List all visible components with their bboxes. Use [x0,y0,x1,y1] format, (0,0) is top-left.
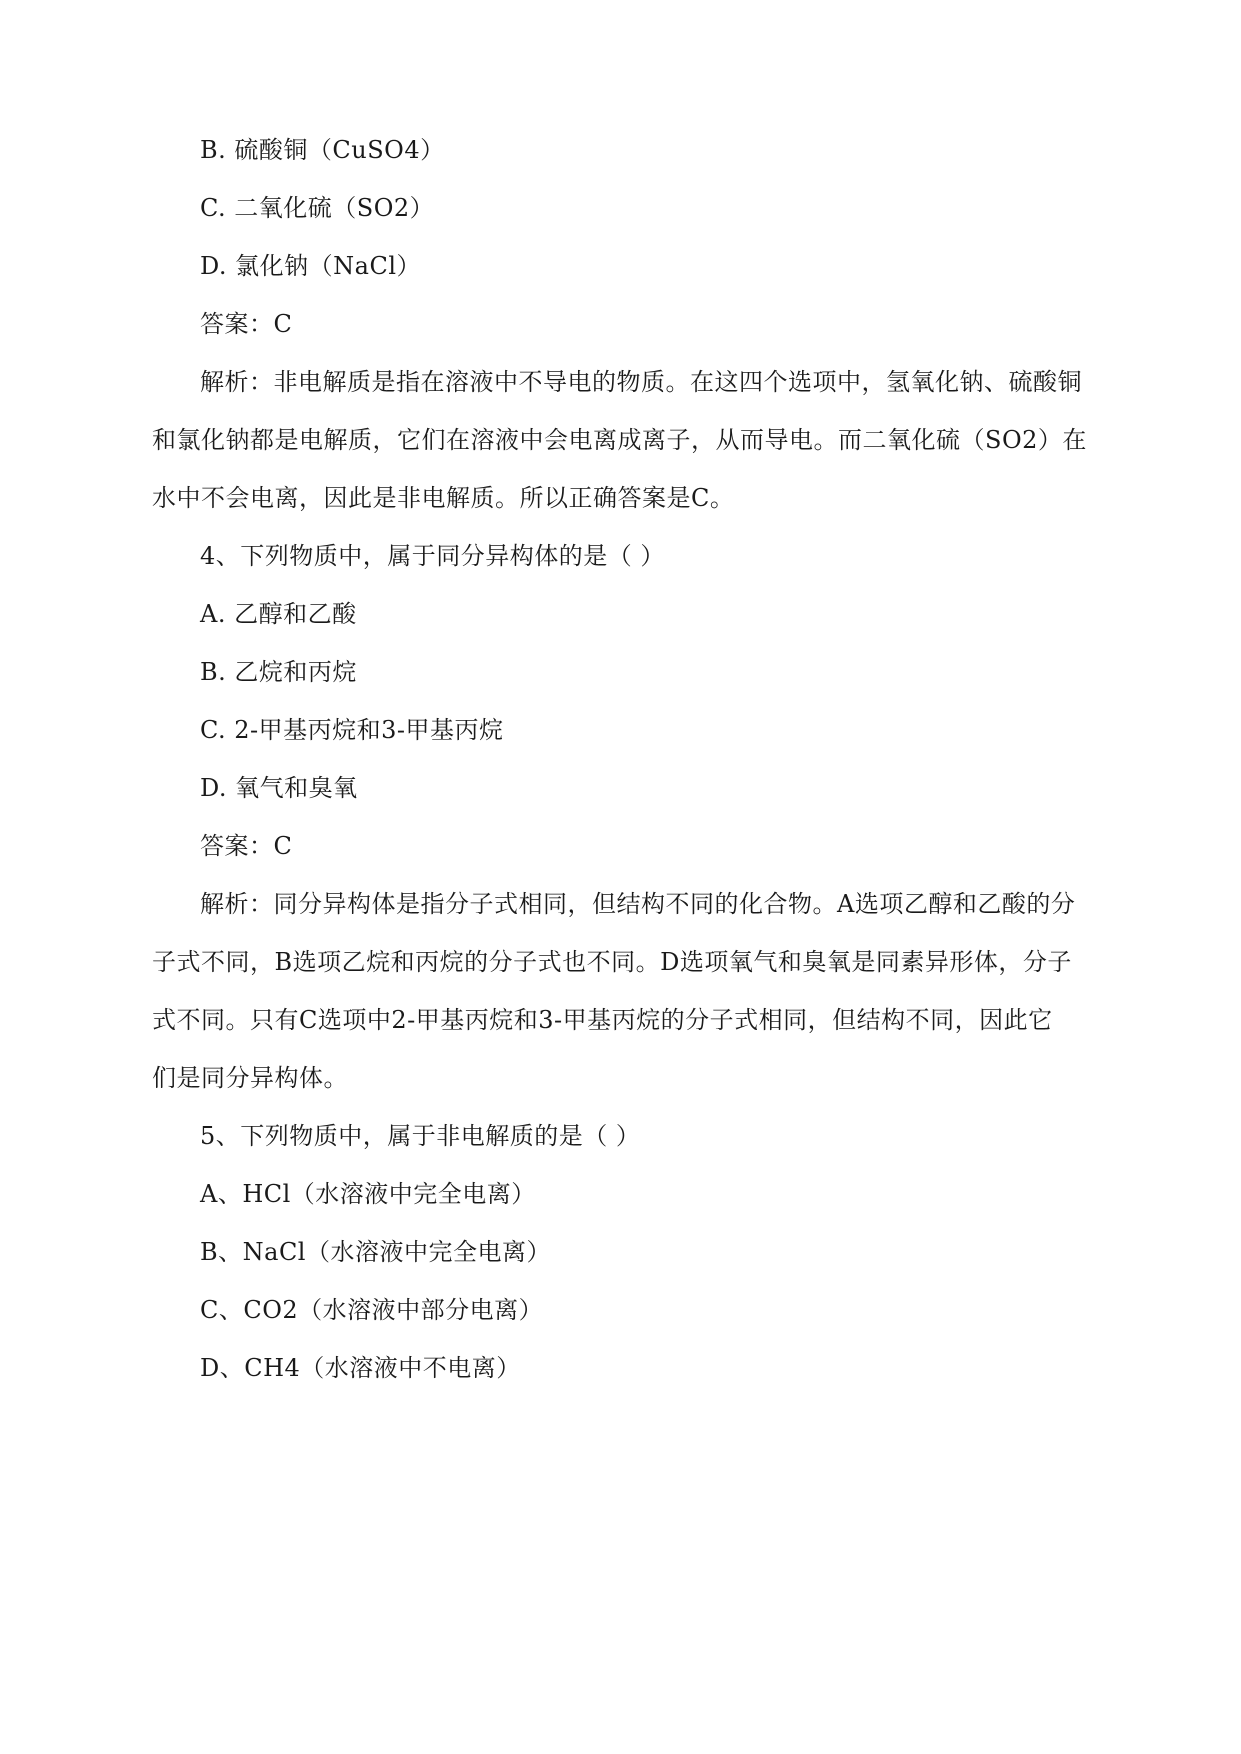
q5-option-b: B、NaCl（水溶液中完全电离） [200,1238,551,1266]
q4-explanation-line-3: 式不同。只有C选项中2-甲基丙烷和3-甲基丙烷的分子式相同，但结构不同，因此它 [152,1006,1053,1034]
q3-explanation-line-3: 水中不会电离，因此是非电解质。所以正确答案是C。 [152,484,735,512]
q4-explanation-line-4: 们是同分异构体。 [152,1064,348,1092]
q4-explanation-line-1: 解析：同分异构体是指分子式相同，但结构不同的化合物。A选项乙醇和乙酸的分 [200,890,1076,918]
q5-option-c: C、CO2（水溶液中部分电离） [200,1296,544,1324]
q3-explanation-line-2: 和氯化钠都是电解质，它们在溶液中会电离成离子，从而导电。而二氧化硫（SO2）在 [152,426,1087,454]
q5-option-a: A、HCl（水溶液中完全电离） [200,1180,536,1208]
q3-option-b: B. 硫酸铜（CuSO4） [200,136,445,164]
q3-explanation-line-1: 解析：非电解质是指在溶液中不导电的物质。在这四个选项中，氢氧化钠、硫酸铜 [200,368,1082,396]
q5-option-d: D、CH4（水溶液中不电离） [200,1354,521,1382]
q3-answer: 答案：C [200,310,293,338]
q4-option-c: C. 2-甲基丙烷和3-甲基丙烷 [200,716,504,744]
q3-option-d: D. 氯化钠（NaCl） [200,252,421,280]
q4-option-d: D. 氧气和臭氧 [200,774,358,802]
q4-explanation-line-2: 子式不同，B选项乙烷和丙烷的分子式也不同。D选项氧气和臭氧是同素异形体，分子 [152,948,1072,976]
q5-question: 5、下列物质中，属于非电解质的是（ ） [200,1122,641,1150]
q4-question: 4、下列物质中，属于同分异构体的是（ ） [200,542,665,570]
q4-option-a: A. 乙醇和乙酸 [200,600,357,628]
q4-answer: 答案：C [200,832,293,860]
q4-option-b: B. 乙烷和丙烷 [200,658,357,686]
q3-option-c: C. 二氧化硫（SO2） [200,194,435,222]
